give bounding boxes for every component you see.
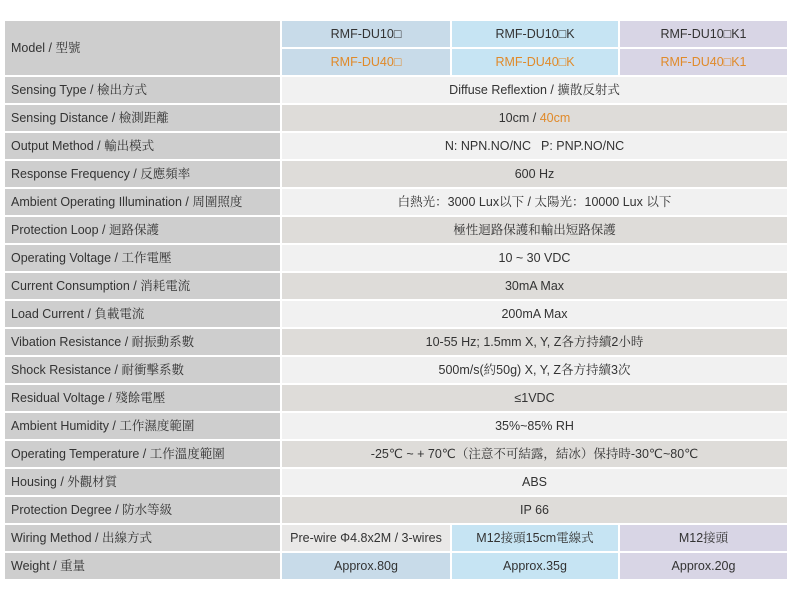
table-row xyxy=(5,216,787,244)
table-row xyxy=(5,300,787,328)
table-row xyxy=(5,412,787,440)
wiring-prewire: Pre-wire Φ4.8x2M / 3-wires xyxy=(281,524,451,552)
row-label: Weight / 重量 xyxy=(5,552,281,580)
npn-output: N: NPN.NO/NC xyxy=(444,139,531,153)
row-value: 10 ~ 30 VDC xyxy=(281,244,787,272)
row-value: 10-55 Hz; 1.5mm X, Y, Z各方持續2小時 xyxy=(281,328,787,356)
row-value: 30mA Max xyxy=(281,272,787,300)
table-row-model xyxy=(5,21,787,48)
table-row xyxy=(5,440,787,468)
row-value: IP 66 xyxy=(281,496,787,524)
pnp-output: P: PNP.NO/NC xyxy=(541,139,625,153)
model-label: Model / 型號 xyxy=(5,21,281,76)
distance-10cm: 10cm / xyxy=(498,111,540,125)
model-3-top: RMF-DU10□K1 xyxy=(619,21,787,48)
row-label: Sensing Distance / 檢測距離 xyxy=(5,104,281,132)
wiring-m12-cable: M12接頭15cm電線式 xyxy=(451,524,619,552)
row-value: ABS xyxy=(281,468,787,496)
row-value: ≤1VDC xyxy=(281,384,787,412)
table-row xyxy=(5,76,787,104)
distance-40cm: 40cm xyxy=(539,111,571,125)
model-2-top: RMF-DU10□K xyxy=(451,21,619,48)
table-row xyxy=(5,468,787,496)
model-1-top: RMF-DU10□ xyxy=(281,21,451,48)
row-value: -25℃ ~ + 70℃（注意不可結露，結冰）保持時-30℃~80℃ xyxy=(281,440,787,468)
row-label: Response Frequency / 反應頻率 xyxy=(5,160,281,188)
row-label: Wiring Method / 出線方式 xyxy=(5,524,281,552)
table-row xyxy=(5,188,787,216)
row-label: Operating Voltage / 工作電壓 xyxy=(5,244,281,272)
model-2-bottom: RMF-DU40□K xyxy=(451,48,619,76)
weight-3: Approx.20g xyxy=(619,552,787,580)
table-row xyxy=(5,496,787,524)
row-label: Output Method / 輸出模式 xyxy=(5,132,281,160)
weight-2: Approx.35g xyxy=(451,552,619,580)
row-value: 500m/s(約50g) X, Y, Z各方持續3次 xyxy=(281,356,787,384)
table-row xyxy=(5,104,787,132)
row-value xyxy=(281,104,787,132)
weight-1: Approx.80g xyxy=(281,552,451,580)
table-row xyxy=(5,132,787,160)
row-value: Diffuse Reflextion / 擴散反射式 xyxy=(281,76,787,104)
table-row xyxy=(5,356,787,384)
wiring-m12: M12接頭 xyxy=(619,524,787,552)
row-label: Shock Resistance / 耐衝擊系數 xyxy=(5,356,281,384)
row-label: Sensing Type / 檢出方式 xyxy=(5,76,281,104)
row-label: Ambient Operating Illumination / 周圍照度 xyxy=(5,188,281,216)
row-label: Ambient Humidity / 工作濕度範圍 xyxy=(5,412,281,440)
row-label: Load Current / 負載電流 xyxy=(5,300,281,328)
table-row xyxy=(5,272,787,300)
row-label: Current Consumption / 消耗電流 xyxy=(5,272,281,300)
row-value xyxy=(281,132,787,160)
spec-table xyxy=(5,21,787,581)
model-3-bottom: RMF-DU40□K1 xyxy=(619,48,787,76)
row-value: 極性迴路保護和輸出短路保護 xyxy=(281,216,787,244)
table-row xyxy=(5,328,787,356)
model-1-bottom: RMF-DU40□ xyxy=(281,48,451,76)
table-row xyxy=(5,552,787,580)
row-label: Operating Temperature / 工作溫度範圍 xyxy=(5,440,281,468)
table-row xyxy=(5,160,787,188)
row-value: 200mA Max xyxy=(281,300,787,328)
row-value: 白熱光：3000 Lux以下 / 太陽光：10000 Lux 以下 xyxy=(281,188,787,216)
row-value: 600 Hz xyxy=(281,160,787,188)
row-label: Housing / 外觀材質 xyxy=(5,468,281,496)
row-value: 35%~85% RH xyxy=(281,412,787,440)
table-row xyxy=(5,524,787,552)
row-label: Vibation Resistance / 耐振動系數 xyxy=(5,328,281,356)
table-row xyxy=(5,244,787,272)
table-row xyxy=(5,384,787,412)
row-label: Protection Loop / 迴路保護 xyxy=(5,216,281,244)
row-label: Residual Voltage / 殘餘電壓 xyxy=(5,384,281,412)
row-label: Protection Degree / 防水等級 xyxy=(5,496,281,524)
